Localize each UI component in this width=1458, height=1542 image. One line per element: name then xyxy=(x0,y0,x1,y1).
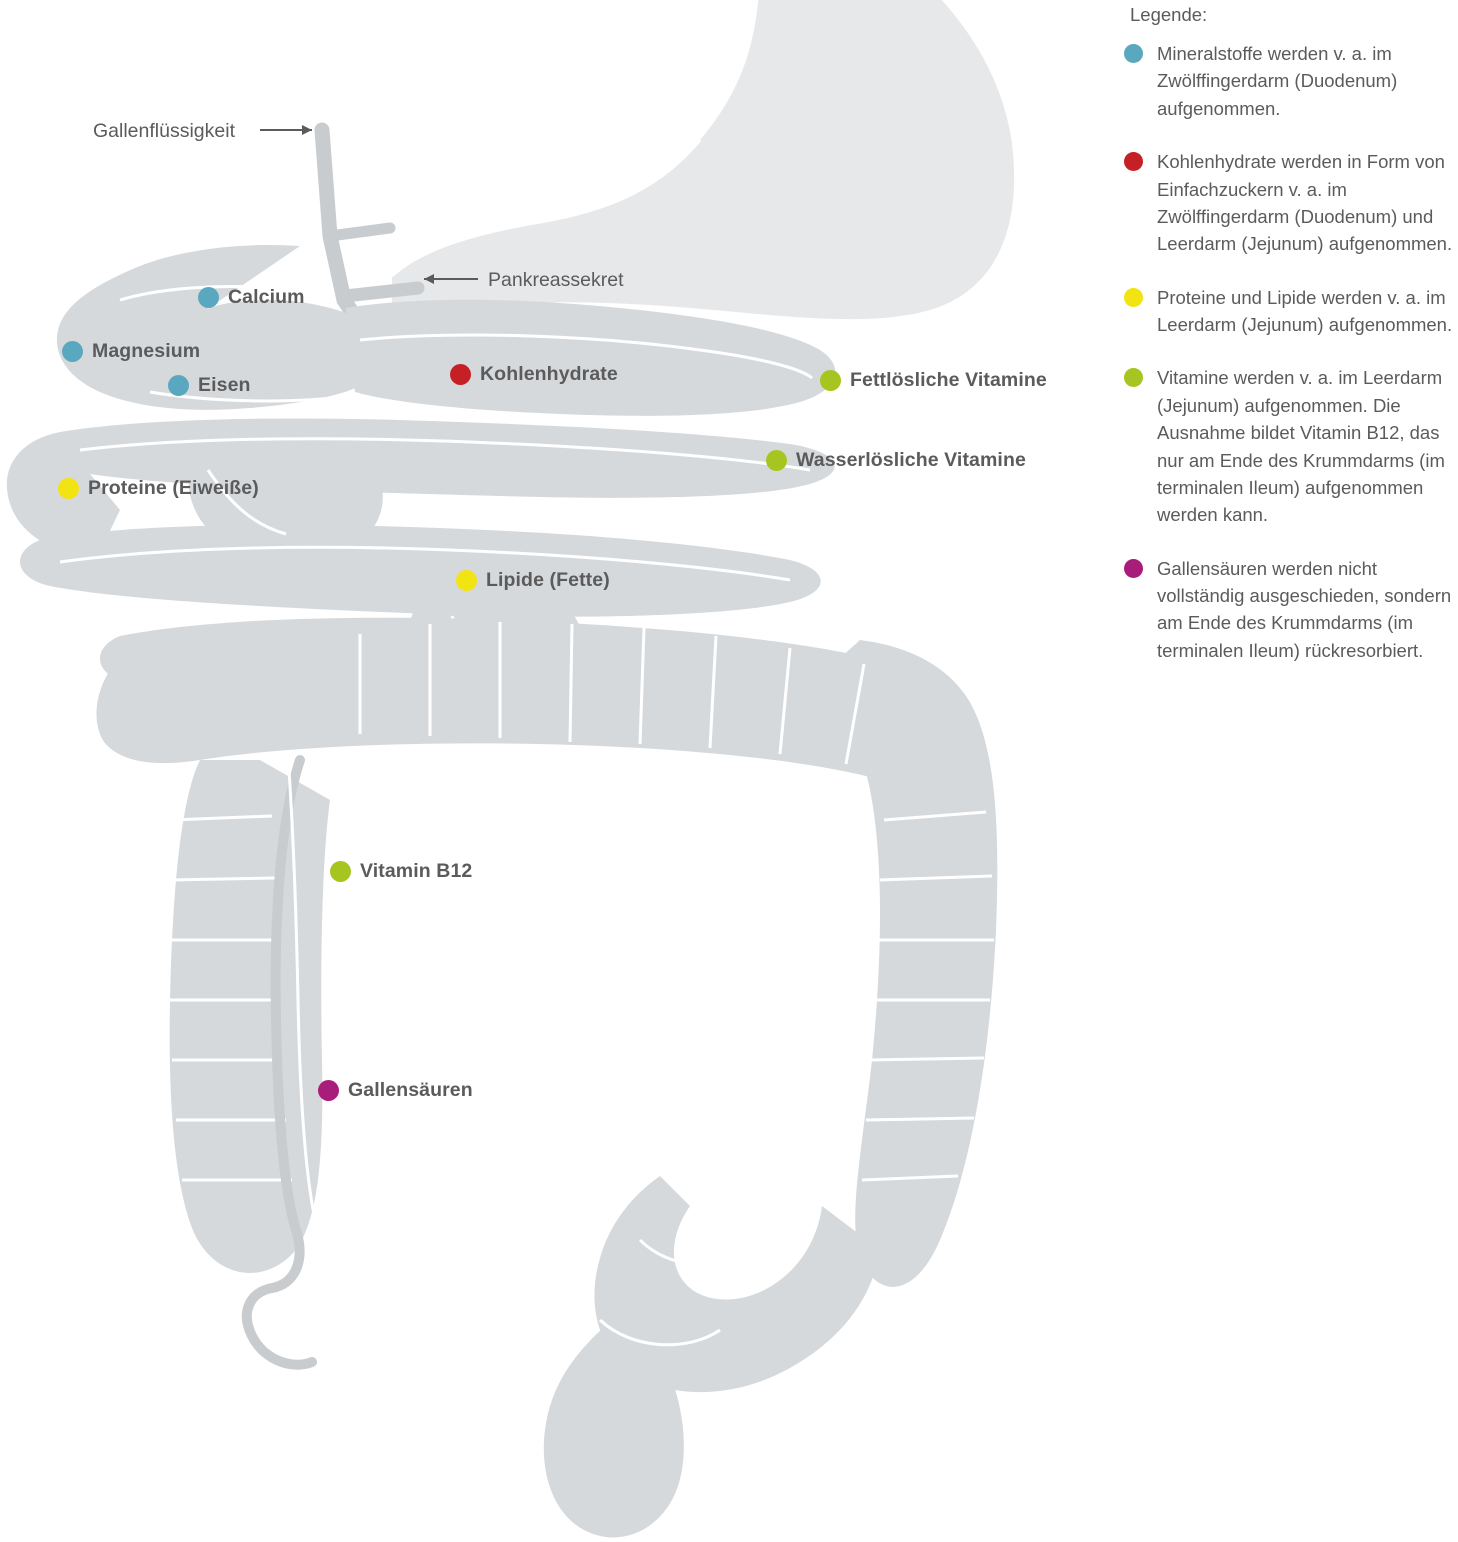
marker-label-magnesium: Magnesium xyxy=(92,340,201,362)
marker-wasserloesliche-vitamine[interactable] xyxy=(766,449,1026,472)
marker-proteine[interactable] xyxy=(58,477,259,500)
marker-lipide[interactable] xyxy=(456,569,610,592)
dot-icon-wasserloesliche-vitamine xyxy=(766,450,787,471)
dot-icon-fettloesliche-vitamine xyxy=(820,370,841,391)
marker-label-proteine: Proteine (Eiweiße) xyxy=(88,477,259,499)
dot-icon-legend-kohlenhydrate xyxy=(1124,152,1143,171)
legend-text-kohlenhydrate: Kohlenhydrate werden in Form von Einfachzuckern v. a. im Zwölffingerdarm (Duodenum) und Leerdarm (Jejunum) aufgenommen. xyxy=(1157,151,1453,255)
legend-item-vitamine xyxy=(1124,364,1458,528)
dot-icon-calcium xyxy=(198,287,219,308)
marker-label-fettloesliche-vitamine: Fettlösliche Vitamine xyxy=(850,369,1047,391)
pancreatic-duct xyxy=(345,288,418,296)
marker-eisen[interactable] xyxy=(168,374,251,397)
marker-label-wasserloesliche-vitamine: Wasserlösliche Vitamine xyxy=(796,449,1026,471)
stomach-shape xyxy=(392,0,1014,322)
dot-icon-legend-proteine-lipide xyxy=(1124,288,1143,307)
dot-icon-eisen xyxy=(168,375,189,396)
marker-label-lipide: Lipide (Fette) xyxy=(486,569,610,591)
legend-item-proteine-lipide xyxy=(1124,284,1458,339)
dot-icon-magnesium xyxy=(62,341,83,362)
legend-text-gallensaeuren: Gallensäuren werden nicht vollständig ausgeschieden, sondern am Ende des Krummdarms (im terminalen Ileum) rückresorbiert. xyxy=(1157,557,1452,661)
legend-title: Legende: xyxy=(1130,4,1208,25)
marker-vitamin-b12[interactable] xyxy=(330,860,472,883)
legend-item-mineralstoffe xyxy=(1124,40,1458,122)
dot-icon-legend-vitamine xyxy=(1124,368,1143,387)
dot-icon-lipide xyxy=(456,570,477,591)
marker-label-kohlenhydrate: Kohlenhydrate xyxy=(480,363,618,385)
dot-icon-vitamin-b12 xyxy=(330,861,351,882)
large-intestine xyxy=(96,618,997,1538)
legend-item-gallensaeuren xyxy=(1124,555,1458,665)
dot-icon-legend-mineralstoffe xyxy=(1124,44,1143,63)
marker-fettloesliche-vitamine[interactable] xyxy=(820,369,1047,392)
dot-icon-proteine xyxy=(58,478,79,499)
marker-label-vitamin-b12: Vitamin B12 xyxy=(360,860,473,882)
dot-icon-kohlenhydrate xyxy=(450,364,471,385)
marker-label-eisen: Eisen xyxy=(198,374,251,396)
callout-pankreassekret: Pankreassekret xyxy=(488,269,624,291)
dot-icon-gallensaeuren xyxy=(318,1080,339,1101)
legend-text-mineralstoffe: Mineralstoffe werden v. a. im Zwölffingerdarm (Duodenum) aufgenommen. xyxy=(1157,43,1398,119)
marker-label-calcium: Calcium xyxy=(228,286,305,308)
legend-text-vitamine: Vitamine werden v. a. im Leerdarm (Jejunum) aufgenommen. Die Ausnahme bildet Vitamin B12, das nur am Ende des Krummdarms (im terminalen Ileum) aufgenommen werden kann. xyxy=(1157,367,1445,526)
marker-label-gallensaeuren: Gallensäuren xyxy=(348,1079,473,1101)
legend-panel xyxy=(1124,0,1458,1542)
marker-kohlenhydrate[interactable] xyxy=(450,363,618,386)
callout-gallenfluessigkeit: Gallenflüssigkeit xyxy=(93,120,235,142)
bile-duct xyxy=(322,130,390,312)
legend-item-kohlenhydrate xyxy=(1124,148,1458,258)
legend-text-proteine-lipide: Proteine und Lipide werden v. a. im Leerdarm (Jejunum) aufgenommen. xyxy=(1157,286,1453,335)
dot-icon-legend-gallensaeuren xyxy=(1124,559,1143,578)
marker-magnesium[interactable] xyxy=(62,340,200,363)
marker-gallensaeuren[interactable] xyxy=(318,1079,473,1102)
marker-calcium[interactable] xyxy=(198,286,305,309)
